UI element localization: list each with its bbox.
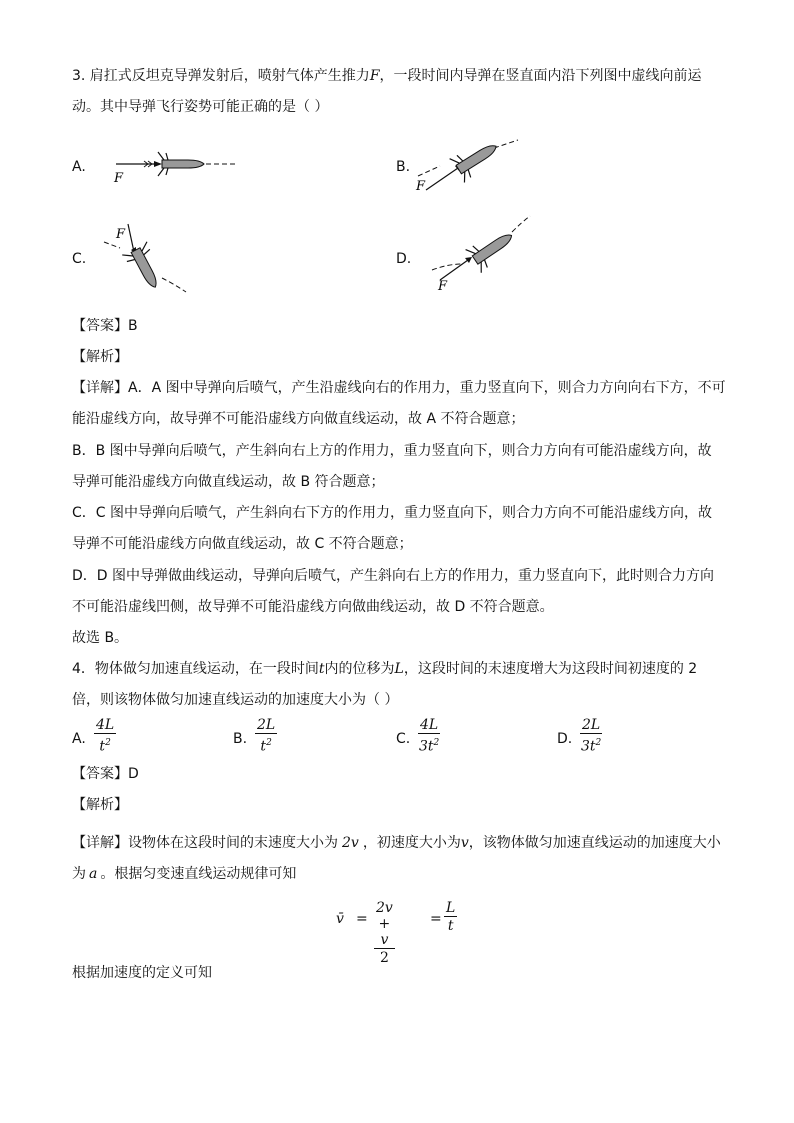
q4-detail-line2 xyxy=(72,864,296,884)
q3-analysis-label: 【解析】 xyxy=(72,349,128,365)
q4-option-c-fraction xyxy=(418,717,440,756)
q3-stem-line2: 动。其中导弹飞行姿势可能正确的是（ ） xyxy=(72,99,329,115)
q4-answer xyxy=(72,764,139,784)
q3-analysis-line-7: D．D 图中导弹做曲线运动，导弹向后喷气，产生斜向右上方的作用力，重力竖直向下，此时则合力方向 xyxy=(72,568,715,584)
q4-analysis-label: 【解析】 xyxy=(72,797,128,813)
q4-detail-line2-b: 。根据匀变速直线运动规律可知 xyxy=(100,866,297,882)
q3-diagram-c xyxy=(100,218,200,298)
q4-option-b-fraction xyxy=(255,717,277,756)
eq-fraction-2-den: t xyxy=(447,918,454,934)
q4-option-d-label: D. xyxy=(557,731,573,747)
eq-fraction-1-num: 2v + v xyxy=(376,900,393,948)
q3-force-label-d: F xyxy=(438,279,448,294)
q4-stem-t: t xyxy=(318,661,325,677)
q4-detail-v: v xyxy=(460,835,469,851)
q4-option-c-exp: 2 xyxy=(433,738,440,748)
q4-option-c-den xyxy=(418,734,440,756)
q3-diagram-b xyxy=(414,138,524,198)
eq-fraction-2-num: L xyxy=(446,900,456,916)
q3-force-label-c: F xyxy=(116,227,126,242)
q4-option-a-den xyxy=(94,734,116,756)
q4-detail-a: a xyxy=(89,866,98,882)
q4-option-b-den xyxy=(255,734,277,756)
q4-option-b-num: 2L xyxy=(257,717,276,733)
q3-option-c-label: C. xyxy=(72,251,87,267)
eq-fraction-1-den: 2 xyxy=(379,950,389,966)
q3-stem-line1 xyxy=(72,66,702,86)
q4-stem-part-b: 内的位移为 xyxy=(324,661,395,677)
q3-force-label-a: F xyxy=(114,171,124,186)
eq-fraction-1 xyxy=(374,900,395,967)
q4-option-b-exp: 2 xyxy=(266,738,272,748)
q3-analysis-line-2: 能沿虚线方向，故导弹不可能沿虚线方向做直线运动，故 A 不符合题意； xyxy=(72,411,525,427)
missile-a xyxy=(158,152,204,176)
missile-c xyxy=(122,242,167,294)
q4-detail-line1 xyxy=(72,833,721,853)
q4-option-c-den-base: 3t xyxy=(418,738,434,755)
q3-stem-text: 3. 肩扛式反坦克导弹发射后，喷射气体产生推力 xyxy=(72,68,370,84)
missile-d xyxy=(466,224,520,273)
eq-lhs: v̄ xyxy=(336,911,344,927)
q4-stem-L: L xyxy=(394,661,404,677)
q4-detail-line2-a: 为 xyxy=(72,866,86,882)
q3-answer-value: B xyxy=(128,318,138,334)
q4-option-a-den-base: t xyxy=(99,738,106,755)
q3-conclusion: 故选 B。 xyxy=(72,630,129,646)
q4-option-a-exp: 2 xyxy=(105,738,111,748)
q4-answer-value: D xyxy=(128,766,139,782)
q4-detail-part-b: ，初速度大小为 xyxy=(362,835,461,851)
q4-option-d-exp: 2 xyxy=(595,738,602,748)
q4-stem-line2: 倍，则该物体做匀加速直线运动的加速度大小为（ ） xyxy=(72,692,399,708)
q4-option-d-den xyxy=(580,734,602,756)
q3-analysis-line-6: 导弹不可能沿虚线方向做直线运动，故 C 不符合题意； xyxy=(72,536,413,552)
q3-stem-tail: ，一段时间内导弹在竖直面内沿下列图中虚线向前运 xyxy=(379,68,702,84)
q4-option-a-label: A. xyxy=(72,731,86,747)
q3-answer xyxy=(72,316,138,336)
q3-analysis-line-5: C．C 图中导弹向后喷气，产生斜向右下方的作用力，重力竖直向下，则合力方向不可能沿虚线方向，故 xyxy=(72,505,712,521)
q3-option-a-label: A. xyxy=(72,159,86,175)
q3-option-d-label: D. xyxy=(396,251,412,267)
eq-fraction-2 xyxy=(444,900,457,935)
q3-diagram-d xyxy=(428,212,538,292)
q3-analysis-line-4: 导弹可能沿虚线方向做直线运动，故 B 符合题意； xyxy=(72,474,385,490)
q4-tail-text: 根据加速度的定义可知 xyxy=(72,965,212,981)
q4-detail-part-a: 【详解】设物体在这段时间的末速度大小为 xyxy=(72,835,338,851)
q4-stem-part-c: ，这段时间的末速度增大为这段时间初速度的 2 xyxy=(403,661,698,677)
q3-analysis-line-8: 不可能沿虚线凹侧，故导弹不可能沿虚线方向做曲线运动，故 D 不符合题意。 xyxy=(72,599,554,615)
q3-force-label-b: F xyxy=(416,179,426,194)
q3-option-b-label: B. xyxy=(396,159,411,175)
q4-option-d-den-base: 3t xyxy=(580,738,596,755)
q4-option-c-label: C. xyxy=(396,731,411,747)
eq-equals-2: = xyxy=(430,911,442,927)
q4-option-c-num: 4L xyxy=(420,717,439,733)
q3-answer-label: 【答案】 xyxy=(72,318,128,334)
q3-diagram-a xyxy=(108,148,248,188)
q4-detail-part-c: ，该物体做匀加速直线运动的加速度大小 xyxy=(468,835,721,851)
q4-stem-line1 xyxy=(72,659,697,679)
eq-equals-1: = xyxy=(356,911,368,927)
q4-option-d-num: 2L xyxy=(582,717,601,733)
missile-b xyxy=(450,134,504,182)
q4-option-d-fraction xyxy=(580,717,602,756)
q3-stem-force: F xyxy=(369,68,380,84)
q3-analysis-line-1: 【详解】A．A 图中导弹向后喷气，产生沿虚线向右的作用力，重力竖直向下，则合力方向向右下方，不可 xyxy=(72,380,726,396)
q4-option-b-den-base: t xyxy=(260,738,267,755)
q4-stem-part-a: 4．物体做匀加速直线运动，在一段时间 xyxy=(72,661,319,677)
q4-detail-2v: 2v xyxy=(342,835,359,851)
q4-option-b-label: B. xyxy=(233,731,248,747)
q4-answer-label: 【答案】 xyxy=(72,766,128,782)
q4-option-a-num: 4L xyxy=(96,717,115,733)
q3-analysis-line-3: B．B 图中导弹向后喷气，产生斜向右上方的作用力，重力竖直向下，则合力方向有可能沿虚线方向，故 xyxy=(72,443,712,459)
q4-option-a-fraction xyxy=(94,717,116,756)
